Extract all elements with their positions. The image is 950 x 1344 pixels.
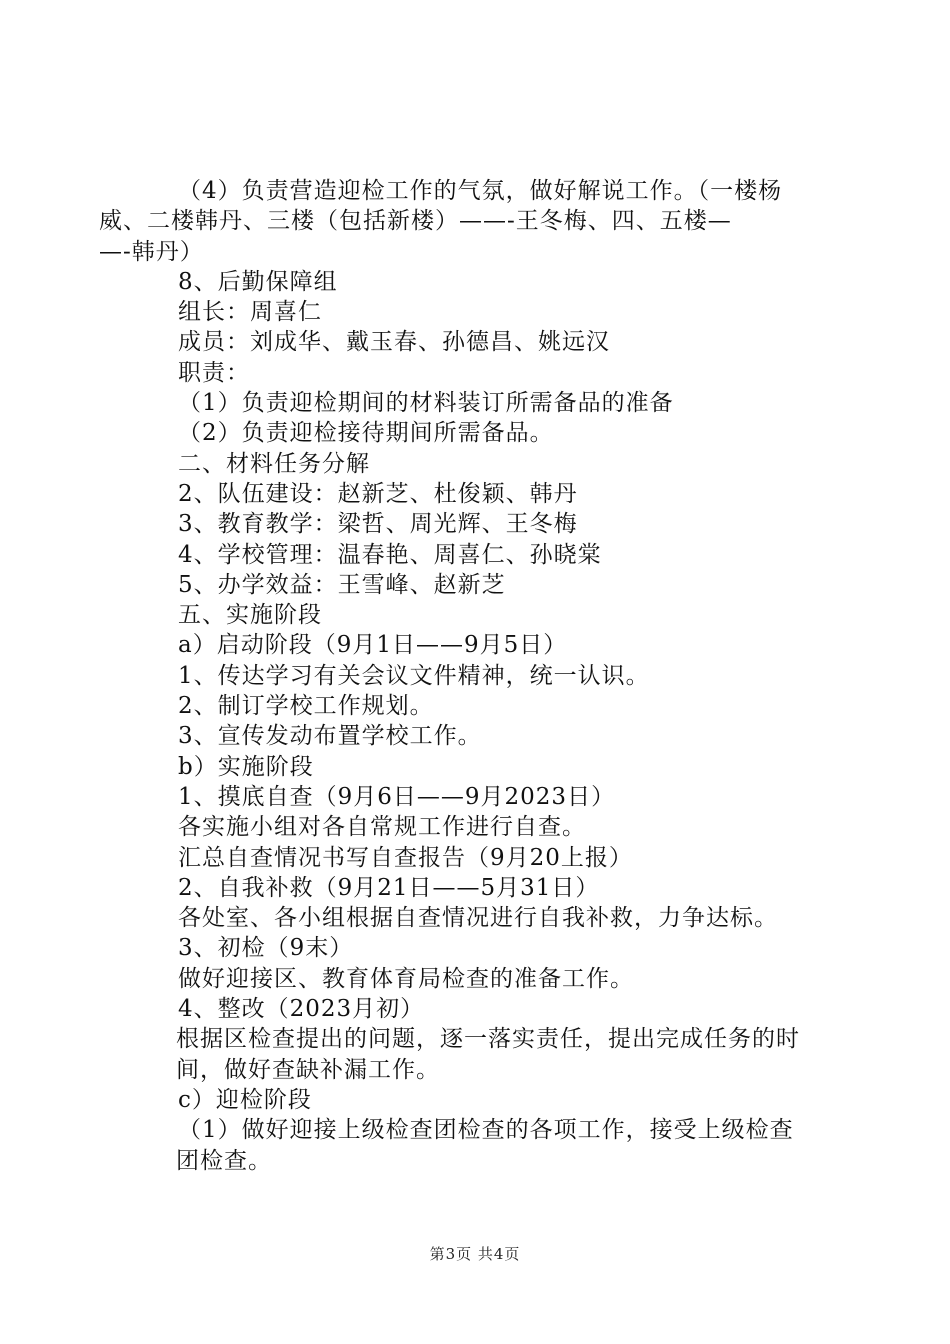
text-line: 4、整改（2023月初） — [178, 996, 425, 1023]
text-line: 威、二楼韩丹、三楼（包括新楼）——-王冬梅、四、五楼— — [99, 208, 732, 235]
text-line: （2）负责迎检接待期间所需备品。 — [178, 420, 554, 447]
text-line: 五、实施阶段 — [178, 602, 322, 629]
text-line: 2、自我补救（9月21日——5月31日） — [178, 874, 600, 901]
text-line: 成员：刘成华、戴玉春、孙德昌、姚远汉 — [178, 329, 610, 356]
text-line: （1）负责迎检期间的材料装订所需备品的准备 — [178, 390, 674, 417]
text-line: 3、宣传发动布置学校工作。 — [178, 723, 482, 750]
text-line: 汇总自查情况书写自查报告（9月20上报） — [178, 844, 633, 871]
text-line: 各实施小组对各自常规工作进行自查。 — [178, 814, 586, 841]
text-line: 4、学校管理：温春艳、周喜仁、孙晓棠 — [178, 541, 602, 568]
text-line: 8、后勤保障组 — [178, 268, 338, 295]
text-line: c）迎检阶段 — [178, 1086, 312, 1113]
text-line: 团检查。 — [176, 1147, 272, 1174]
text-line: b）实施阶段 — [178, 753, 314, 780]
text-line: 3、教育教学：梁哲、周光辉、王冬梅 — [178, 511, 578, 538]
text-line: 职责： — [178, 359, 250, 386]
text-line: 1、摸底自查（9月6日——9月2023日） — [178, 783, 616, 810]
text-line: 5、办学效益：王雪峰、赵新芝 — [178, 571, 506, 598]
text-line: 3、初检（9末） — [178, 935, 354, 962]
text-line: a）启动阶段（9月1日——9月5日） — [178, 632, 568, 659]
page-footer: 第3页 共4页 — [429, 1245, 521, 1263]
text-line: 二、材料任务分解 — [178, 450, 370, 477]
text-line: （1）做好迎接上级检查团检查的各项工作，接受上级检查 — [178, 1117, 794, 1144]
text-line: 2、队伍建设：赵新芝、杜俊颖、韩丹 — [178, 480, 578, 507]
text-line: 做好迎接区、教育体育局检查的准备工作。 — [178, 965, 634, 992]
text-line: 2、制订学校工作规划。 — [178, 693, 434, 720]
text-line: 各处室、各小组根据自查情况进行自我补救，力争达标。 — [178, 905, 778, 932]
text-line: 根据区检查提出的问题，逐一落实责任，提出完成任务的时 — [176, 1026, 800, 1053]
text-line: （4）负责营造迎检工作的气氛，做好解说工作。（一楼杨 — [178, 178, 783, 204]
text-line: —-韩丹） — [99, 238, 204, 265]
document-body — [99, 176, 833, 1176]
text-line: 组长：周喜仁 — [178, 299, 322, 326]
text-line: 1、传达学习有关会议文件精神，统一认识。 — [178, 662, 650, 689]
text-line: 间，做好查缺补漏工作。 — [176, 1056, 440, 1083]
